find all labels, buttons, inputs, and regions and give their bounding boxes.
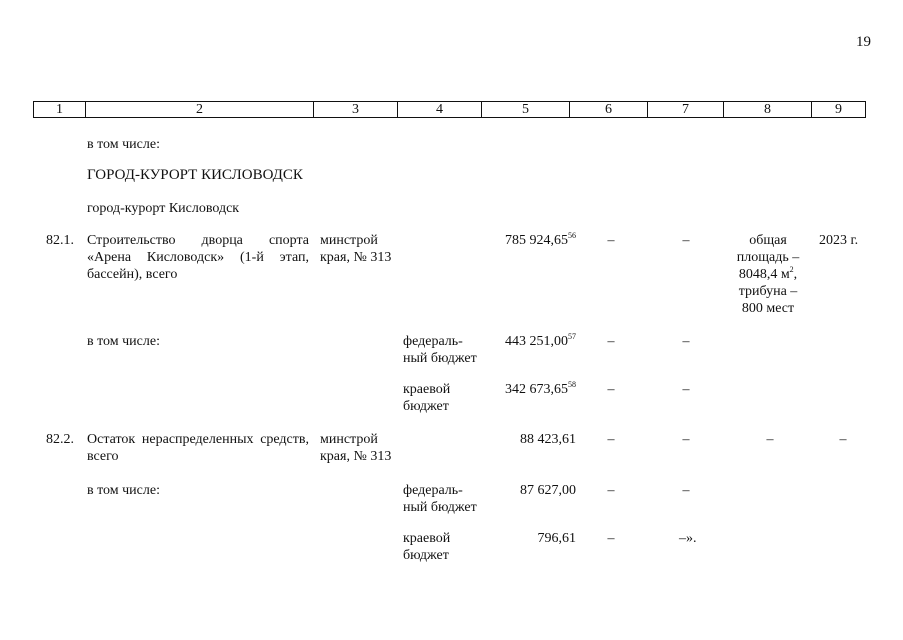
amount-value: 87 627,00	[520, 483, 576, 498]
including-label: в том числе:	[87, 334, 160, 349]
customer-line-1: минстрой	[320, 432, 378, 447]
col7-dash-closing-quote: –».	[679, 531, 697, 546]
col7-dash: –	[682, 382, 690, 397]
capacity-line-2: площадь –	[736, 250, 800, 265]
amount-value: 342 673,65	[505, 382, 568, 397]
col6-dash: –	[607, 382, 615, 397]
capacity-line-4: трибуна –	[738, 284, 798, 299]
col6-dash: –	[607, 233, 615, 248]
city-subheading: город-курорт Кисловодск	[87, 201, 240, 216]
amount-value: 785 924,65	[505, 233, 568, 248]
amount-value: 88 423,61	[520, 432, 576, 447]
capacity-area-comma: ,	[793, 267, 798, 282]
column-header-8: 8	[724, 102, 812, 117]
col6-dash: –	[607, 432, 615, 447]
source-line-2: бюджет	[403, 399, 449, 414]
customer-line-2: края, № 313	[320, 449, 392, 464]
completion-year: 2023 г.	[819, 233, 859, 248]
amount-footnote: 57	[568, 332, 576, 341]
row-number: 82.2.	[46, 432, 74, 447]
amount-cell	[470, 333, 576, 350]
source-line-1: федераль-	[403, 483, 463, 498]
col7-dash: –	[682, 432, 690, 447]
column-header-6: 6	[570, 102, 648, 117]
col6-dash: –	[607, 334, 615, 349]
amount-footnote: 58	[568, 380, 576, 389]
column-header-7: 7	[648, 102, 724, 117]
column-number-header	[33, 101, 866, 118]
capacity-area-unit-power: 2	[789, 265, 794, 274]
col6-dash: –	[607, 483, 615, 498]
city-heading: ГОРОД-КУРОРТ КИСЛОВОДСК	[87, 167, 303, 183]
column-header-9: 9	[835, 102, 842, 117]
col8-dash: –	[766, 432, 774, 447]
amount-value: 796,61	[537, 531, 576, 546]
capacity-line-1: общая	[749, 233, 787, 248]
source-line-2: бюджет	[403, 548, 449, 563]
capacity-area: 8048,4 м	[738, 267, 790, 282]
amount-value: 443 251,00	[505, 334, 568, 349]
customer-line-2: края, № 313	[320, 250, 392, 265]
amount-cell	[470, 381, 576, 398]
object-name: Остаток нераспределенных средств, всего	[87, 432, 309, 464]
col7-dash: –	[682, 334, 690, 349]
column-header-5: 5	[482, 102, 570, 117]
capacity-cell	[724, 232, 812, 317]
customer-line-1: минстрой	[320, 233, 378, 248]
object-name: Строительство дворца спорта «Арена Кисловодск» (1-й этап, бассейн), всего	[87, 233, 309, 282]
col7-dash: –	[682, 233, 690, 248]
column-header-4: 4	[398, 102, 482, 117]
column-header-1: 1	[34, 102, 86, 117]
including-label: в том числе:	[87, 483, 160, 498]
amount-cell	[470, 232, 576, 249]
col9-dash: –	[839, 432, 847, 447]
col7-dash: –	[682, 483, 690, 498]
column-header-3: 3	[314, 102, 398, 117]
capacity-line-3	[724, 266, 812, 283]
row-number: 82.1.	[46, 233, 74, 248]
source-line-1: краевой	[403, 531, 451, 546]
source-line-2: ный бюджет	[403, 351, 477, 366]
col6-dash: –	[607, 531, 615, 546]
source-line-2: ный бюджет	[403, 500, 477, 515]
section-including-label: в том числе:	[87, 137, 160, 152]
column-header-2: 2	[86, 102, 314, 117]
capacity-line-5: 800 мест	[741, 301, 795, 316]
page-number: 19	[856, 34, 871, 50]
source-line-1: краевой	[403, 382, 451, 397]
amount-footnote: 56	[568, 231, 576, 240]
source-line-1: федераль-	[403, 334, 463, 349]
